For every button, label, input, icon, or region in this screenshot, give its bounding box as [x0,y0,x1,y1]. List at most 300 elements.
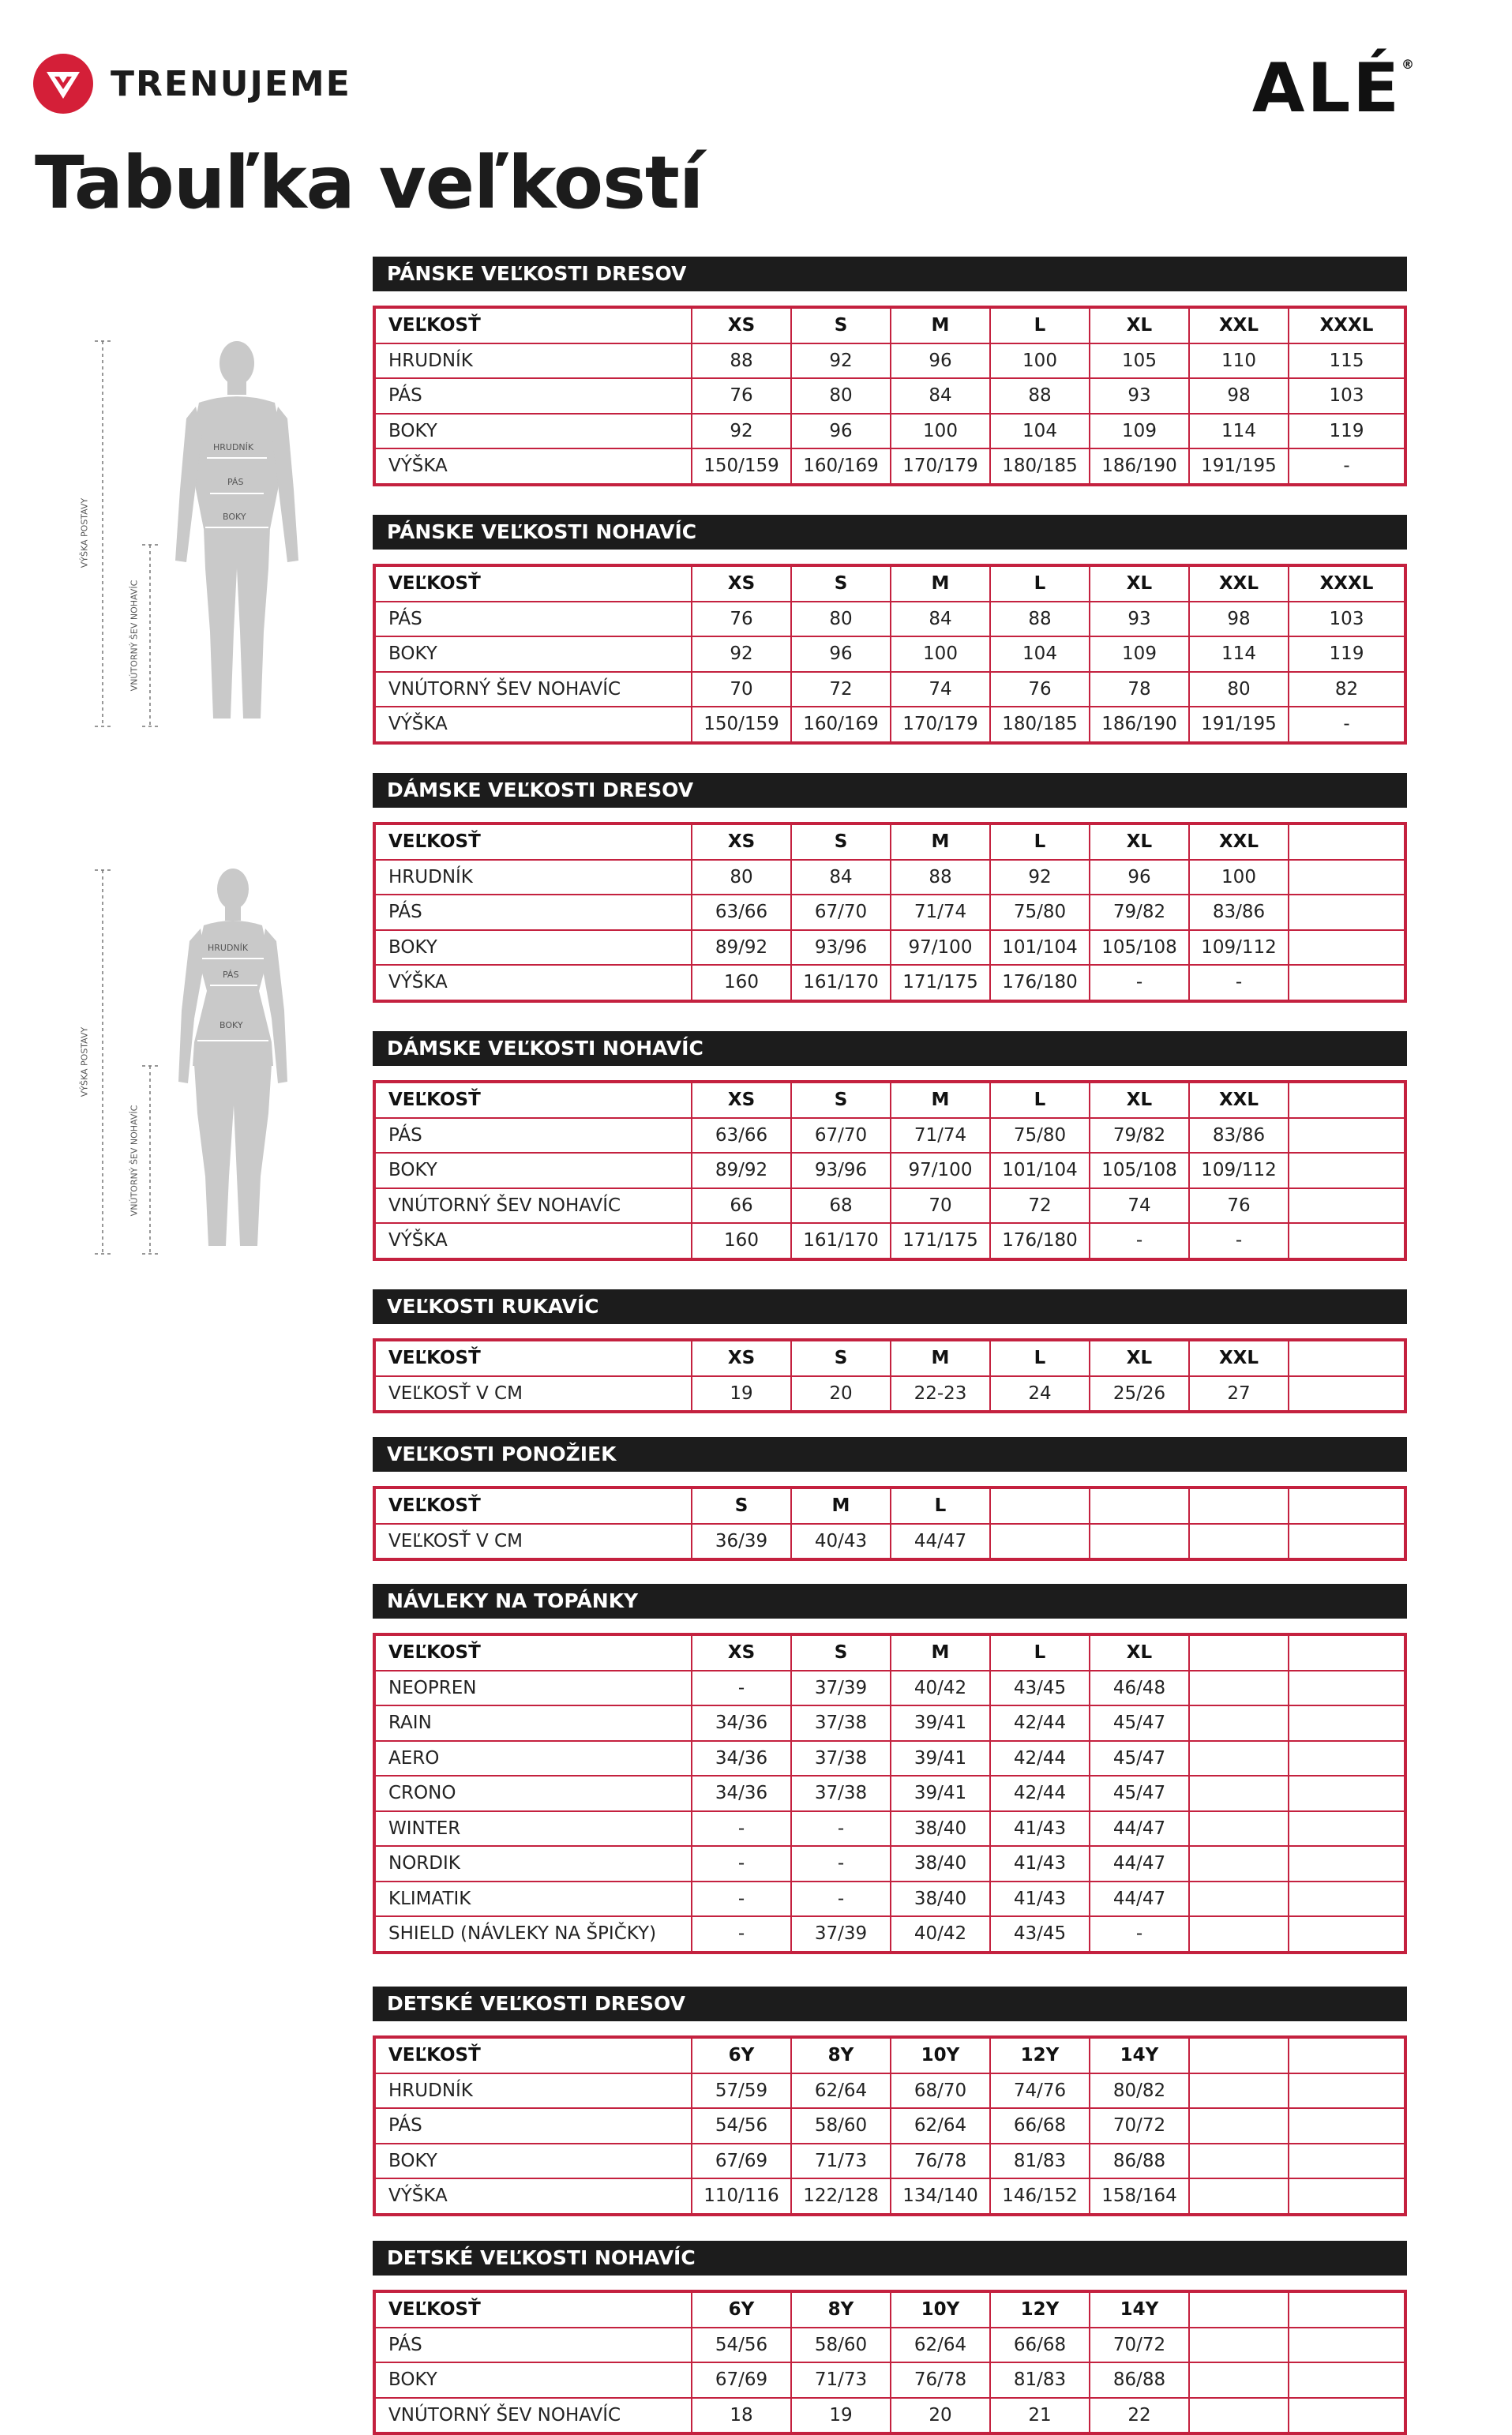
header-label-cell: VEĽKOSŤ [374,307,692,343]
size-value-cell [1189,1776,1289,1811]
header-label-cell: VEĽKOSŤ [374,1634,692,1671]
size-value-cell: 62/64 [791,2073,891,2109]
size-value-cell: 67/70 [791,895,891,930]
men-label-height: VÝŠKA POSTAVY [79,497,90,568]
size-value-cell: 104 [990,414,1090,449]
size-value-cell: 74 [891,672,990,707]
size-value-cell: 92 [791,343,891,379]
size-header-cell: XL [1090,307,1189,343]
size-value-cell [1189,1524,1289,1560]
size-value-cell: 21 [990,2398,1090,2434]
table-row [374,448,1405,485]
row-label-cell: NEOPREN [374,1671,692,1706]
header-label-cell: VEĽKOSŤ [374,565,692,602]
size-value-cell: 41/43 [990,1811,1090,1847]
size-value-cell: 109 [1090,414,1189,449]
size-header-cell: L [990,1082,1090,1118]
size-value-cell: 89/92 [692,930,791,966]
socks-section [373,1437,1407,1561]
size-value-cell: 68 [791,1188,891,1224]
section-title: VEĽKOSTI PONOŽIEK [373,1437,1407,1472]
size-header-cell: M [891,1082,990,1118]
size-header-cell [990,1488,1090,1524]
size-header-cell [1289,1634,1405,1671]
row-label-cell: VÝŠKA [388,972,448,993]
women-label-waist: PÁS [223,970,239,980]
size-value-cell: 54/56 [692,2328,791,2363]
size-value-cell: 70/72 [1090,2328,1189,2363]
size-value-cell: 67/70 [791,1118,891,1154]
size-header-cell: XS [692,1340,791,1376]
size-value-cell: 43/45 [990,1916,1090,1953]
size-value-cell [1289,2144,1405,2179]
row-label-cell: BOKY [374,414,692,449]
section-title: NÁVLEKY NA TOPÁNKY [373,1584,1407,1619]
table-row [374,2108,1405,2144]
size-value-cell: 109/112 [1189,930,1289,966]
row-label-cell: PÁS [374,378,692,414]
table-header-row [374,824,1405,860]
size-value-cell: 19 [692,1376,791,1413]
table-row [374,672,1405,707]
size-value-cell: 83/86 [1189,1118,1289,1154]
size-value-cell: - [692,1811,791,1847]
size-table [373,2290,1407,2435]
size-value-cell: 43/45 [990,1671,1090,1706]
row-label-cell: PÁS [374,2108,692,2144]
table-row [374,2144,1405,2179]
size-value-cell: 22 [1090,2398,1189,2434]
size-header-cell: L [990,824,1090,860]
size-header-cell: L [891,1488,990,1524]
size-value-cell: - [1090,1916,1189,1953]
header-label-cell: VEĽKOSŤ [374,2037,692,2073]
size-header-cell [1289,2037,1405,2073]
women-label-chest: HRUDNÍK [208,943,249,953]
size-value-cell: 88 [692,343,791,379]
size-value-cell: 171/175 [891,965,990,1001]
size-header-cell: XS [692,565,791,602]
size-value-cell: 110 [1189,343,1289,379]
header-label-cell: VEĽKOSŤ [374,1082,692,1118]
size-value-cell [1289,1376,1405,1413]
men-silhouette-icon [71,332,332,734]
size-value-cell: 122/128 [791,2178,891,2215]
size-header-cell: XXL [1189,1340,1289,1376]
size-value-cell: 41/43 [990,1846,1090,1882]
women-figure [71,853,332,1263]
size-header-cell: S [791,824,891,860]
size-value-cell: 119 [1289,636,1405,672]
row-label-cell: AERO [374,1741,692,1777]
size-value-cell: 114 [1189,636,1289,672]
gloves-section [373,1289,1407,1413]
size-value-cell [1189,2144,1289,2179]
shoe-covers-section [373,1584,1407,1954]
size-value-cell: 92 [990,860,1090,895]
size-value-cell: 150/159 [692,448,791,485]
row-label-cell: BOKY [374,636,692,672]
size-value-cell: - [791,1811,891,1847]
size-value-cell: 62/64 [891,2328,990,2363]
size-value-cell: 160 [692,1223,791,1259]
row-label-cell: HRUDNÍK [374,343,692,379]
size-table [373,822,1407,1003]
size-value-cell: 93 [1090,378,1189,414]
size-value-cell: 79/82 [1090,1118,1189,1154]
size-value-cell: 67/69 [692,2144,791,2179]
row-label-cell: RAIN [374,1705,692,1741]
size-value-cell: 57/59 [692,2073,791,2109]
women-label-inseam: VNÚTORNÝ ŠEV NOHAVÍC [129,1105,140,1217]
table-row [374,1524,1405,1560]
women-silhouette-icon [71,853,332,1263]
table-header-row [374,2037,1405,2073]
size-value-cell: 191/195 [1189,707,1289,743]
size-header-cell: XXXL [1289,565,1405,602]
partner-logo-text: ALÉ [1251,49,1401,128]
size-value-cell: 44/47 [1090,1811,1189,1847]
row-label-cell: BOKY [374,1153,692,1188]
size-value-cell: 42/44 [990,1776,1090,1811]
table-row [374,895,1405,930]
row-label-cell: VNÚTORNÝ ŠEV NOHAVÍC [374,1188,692,1224]
size-value-cell: 41/43 [990,1882,1090,1917]
size-value-cell [1289,1118,1405,1154]
table-row [374,1376,1405,1413]
size-value-cell: 71/73 [791,2362,891,2398]
size-header-cell: 12Y [990,2291,1090,2328]
size-value-cell: 45/47 [1090,1741,1189,1777]
size-value-cell [1189,1916,1289,1953]
size-value-cell: 86/88 [1090,2362,1189,2398]
size-header-cell [1289,2291,1405,2328]
row-label-cell: PÁS [374,1118,692,1154]
size-value-cell: 100 [1189,860,1289,895]
row-label-cell: HRUDNÍK [374,860,692,895]
row-label-cell: PÁS [374,895,692,930]
size-value-cell: 79/82 [1090,895,1189,930]
section-title: DÁMSKE VEĽKOSTI NOHAVÍC [373,1031,1407,1066]
size-value-cell: 93/96 [791,1153,891,1188]
header-label-cell: VEĽKOSŤ [374,824,692,860]
table-row [374,707,1405,743]
size-value-cell: 71/73 [791,2144,891,2179]
size-value-cell: 66/68 [990,2108,1090,2144]
size-header-cell: 14Y [1090,2291,1189,2328]
size-value-cell: 39/41 [891,1705,990,1741]
size-header-cell [1189,2037,1289,2073]
row-label-cell: CRONO [374,1776,692,1811]
size-value-cell: 84 [791,860,891,895]
row-label-cell: BOKY [374,930,692,966]
size-header-cell: S [791,1340,891,1376]
table-row [374,378,1405,414]
size-value-cell: - [1189,965,1289,1001]
size-header-cell: 10Y [891,2037,990,2073]
size-value-cell: 161/170 [791,1223,891,1259]
size-header-cell: XS [692,1082,791,1118]
size-value-cell [1189,1741,1289,1777]
size-value-cell [1289,2073,1405,2109]
size-value-cell: 103 [1289,378,1405,414]
size-value-cell: 40/43 [791,1524,891,1560]
table-header-row [374,307,1405,343]
size-value-cell: 80 [1189,672,1289,707]
size-table [373,564,1407,745]
size-value-cell: 75/80 [990,895,1090,930]
size-value-cell: - [692,1846,791,1882]
size-value-cell: 176/180 [990,1223,1090,1259]
size-value-cell: 71/74 [891,895,990,930]
mens-pants-section [373,515,1407,745]
table-header-row [374,2291,1405,2328]
size-value-cell: 158/164 [1090,2178,1189,2215]
size-value-cell: 76 [692,378,791,414]
size-value-cell: 74/76 [990,2073,1090,2109]
size-header-cell: L [990,307,1090,343]
size-header-cell: 8Y [791,2037,891,2073]
size-header-cell: XL [1090,1082,1189,1118]
size-value-cell: 44/47 [1090,1846,1189,1882]
size-value-cell: 80 [692,860,791,895]
size-value-cell [1189,1811,1289,1847]
size-value-cell [1189,1846,1289,1882]
size-value-cell: 70/72 [1090,2108,1189,2144]
table-row [374,636,1405,672]
section-title: PÁNSKE VEĽKOSTI NOHAVÍC [373,515,1407,550]
size-header-cell: XXXL [1289,307,1405,343]
size-value-cell: 38/40 [891,1811,990,1847]
size-value-cell: 76 [692,602,791,637]
size-value-cell: 186/190 [1090,448,1189,485]
row-label-cell: PÁS [374,2328,692,2363]
row-label-cell: VÝŠKA [388,714,448,735]
size-value-cell [1189,2073,1289,2109]
size-value-cell [1090,1524,1189,1560]
size-value-cell: 75/80 [990,1118,1090,1154]
table-row [374,1741,1405,1777]
page-title: Tabuľka veľkostí [35,141,703,225]
size-header-cell: 6Y [692,2291,791,2328]
size-value-cell: 19 [791,2398,891,2434]
size-value-cell: 160/169 [791,707,891,743]
size-value-cell: 105/108 [1090,930,1189,966]
size-value-cell: 96 [1090,860,1189,895]
size-value-cell: 39/41 [891,1776,990,1811]
size-value-cell: 34/36 [692,1776,791,1811]
size-value-cell: 37/39 [791,1671,891,1706]
size-value-cell: 160 [692,965,791,1001]
size-value-cell: 74 [1090,1188,1189,1224]
table-row [374,1846,1405,1882]
size-value-cell: 46/48 [1090,1671,1189,1706]
size-value-cell: 101/104 [990,1153,1090,1188]
size-header-cell: M [891,1634,990,1671]
size-value-cell: 170/179 [891,448,990,485]
size-value-cell: 100 [891,636,990,672]
size-value-cell: 97/100 [891,1153,990,1188]
brand-logo-icon [33,54,93,114]
table-row [374,2328,1405,2363]
row-label-cell: HRUDNÍK [374,2073,692,2109]
size-table [373,1486,1407,1561]
size-value-cell: 109/112 [1189,1153,1289,1188]
size-value-cell: 114 [1189,414,1289,449]
size-value-cell [1189,1705,1289,1741]
size-value-cell: 80/82 [1090,2073,1189,2109]
size-value-cell [1289,895,1405,930]
size-value-cell [1189,2328,1289,2363]
size-value-cell [1189,1882,1289,1917]
size-value-cell: 38/40 [891,1846,990,1882]
table-row [374,2178,1405,2215]
size-value-cell: - [1289,448,1405,485]
size-value-cell [1289,1916,1405,1953]
size-value-cell [1289,1846,1405,1882]
size-value-cell: 63/66 [692,1118,791,1154]
size-value-cell: 37/39 [791,1916,891,1953]
size-header-cell [1289,1340,1405,1376]
table-row [374,602,1405,637]
size-value-cell: 92 [692,636,791,672]
size-value-cell: 58/60 [791,2108,891,2144]
size-header-cell: 8Y [791,2291,891,2328]
size-value-cell: 89/92 [692,1153,791,1188]
size-value-cell: 96 [891,343,990,379]
size-header-cell: XXL [1189,307,1289,343]
size-value-cell: 100 [891,414,990,449]
size-value-cell: - [692,1882,791,1917]
brand-logo [33,54,351,114]
header-label-cell: VEĽKOSŤ [374,1340,692,1376]
size-value-cell: 180/185 [990,707,1090,743]
size-value-cell: - [1090,965,1189,1001]
row-label-cell: VEĽKOSŤ V CM [388,1383,523,1404]
size-value-cell: 70 [891,1188,990,1224]
row-label-cell: PÁS [374,602,692,637]
size-value-cell: 54/56 [692,2108,791,2144]
size-value-cell: 186/190 [1090,707,1189,743]
table-row [374,2398,1405,2434]
size-value-cell: 98 [1189,602,1289,637]
size-value-cell: 42/44 [990,1741,1090,1777]
size-value-cell: 160/169 [791,448,891,485]
size-value-cell [1289,2108,1405,2144]
size-value-cell: 76/78 [891,2362,990,2398]
size-value-cell: 105 [1090,343,1189,379]
row-label-cell: NORDIK [374,1846,692,1882]
size-value-cell: 84 [891,378,990,414]
row-label-cell: WINTER [374,1811,692,1847]
womens-jerseys-section [373,773,1407,1003]
table-row [374,965,1405,1001]
size-value-cell: 88 [990,378,1090,414]
size-header-cell: M [891,307,990,343]
size-value-cell: 37/38 [791,1741,891,1777]
size-value-cell: 100 [990,343,1090,379]
size-value-cell: 150/159 [692,707,791,743]
size-value-cell: 44/47 [1090,1882,1189,1917]
header-label-cell: VEĽKOSŤ [374,1488,692,1524]
size-header-cell [1289,1488,1405,1524]
size-header-cell: M [891,824,990,860]
size-value-cell [1289,1882,1405,1917]
table-row [374,1223,1405,1259]
size-value-cell: 81/83 [990,2362,1090,2398]
size-header-cell [1189,2291,1289,2328]
size-value-cell: - [791,1846,891,1882]
size-header-cell [1189,1634,1289,1671]
size-header-cell: S [692,1488,791,1524]
size-value-cell [1289,2178,1405,2215]
size-value-cell: 70 [692,672,791,707]
table-row [374,860,1405,895]
size-value-cell: 42/44 [990,1705,1090,1741]
size-value-cell: 93 [1090,602,1189,637]
size-value-cell: 71/74 [891,1118,990,1154]
men-label-chest: HRUDNÍK [213,442,254,452]
size-header-cell [1090,1488,1189,1524]
size-value-cell: 134/140 [891,2178,990,2215]
table-row [374,2073,1405,2109]
women-label-hips: BOKY [219,1020,243,1030]
size-value-cell: 68/70 [891,2073,990,2109]
size-value-cell: 92 [692,414,791,449]
mens-jerseys-section [373,257,1407,486]
size-value-cell: 58/60 [791,2328,891,2363]
men-label-waist: PÁS [227,477,244,487]
size-value-cell: 110/116 [692,2178,791,2215]
size-header-cell: L [990,1340,1090,1376]
size-table [373,1633,1407,1954]
size-value-cell: 20 [891,2398,990,2434]
size-header-cell: S [791,565,891,602]
women-label-height: VÝŠKA POSTAVY [79,1026,90,1097]
size-value-cell: 161/170 [791,965,891,1001]
men-label-inseam: VNÚTORNÝ ŠEV NOHAVÍC [129,580,140,692]
size-value-cell: - [1189,1223,1289,1259]
size-value-cell: 78 [1090,672,1189,707]
size-value-cell [1289,2398,1405,2434]
size-header-cell: XS [692,1634,791,1671]
size-value-cell [1189,2398,1289,2434]
table-row [374,1916,1405,1953]
size-value-cell: 44/47 [891,1524,990,1560]
table-header-row [374,1082,1405,1118]
size-header-cell: S [791,1082,891,1118]
size-value-cell: 81/83 [990,2144,1090,2179]
size-value-cell: 18 [692,2398,791,2434]
size-value-cell: 67/69 [692,2362,791,2398]
size-value-cell: - [791,1882,891,1917]
row-label-cell: VEĽKOSŤ V CM [388,1530,523,1551]
size-header-cell: XS [692,824,791,860]
section-title: DETSKÉ VEĽKOSTI NOHAVÍC [373,2241,1407,2276]
table-header-row [374,1634,1405,1671]
size-header-cell: XXL [1189,565,1289,602]
size-value-cell: 80 [791,602,891,637]
size-header-cell: M [891,565,990,602]
size-header-cell: M [891,1340,990,1376]
table-header-row [374,1488,1405,1524]
section-title: PÁNSKE VEĽKOSTI DRESOV [373,257,1407,291]
row-label-cell: BOKY [374,2362,692,2398]
table-row [374,2362,1405,2398]
size-value-cell: 39/41 [891,1741,990,1777]
table-row [374,1882,1405,1917]
table-row [374,1188,1405,1224]
